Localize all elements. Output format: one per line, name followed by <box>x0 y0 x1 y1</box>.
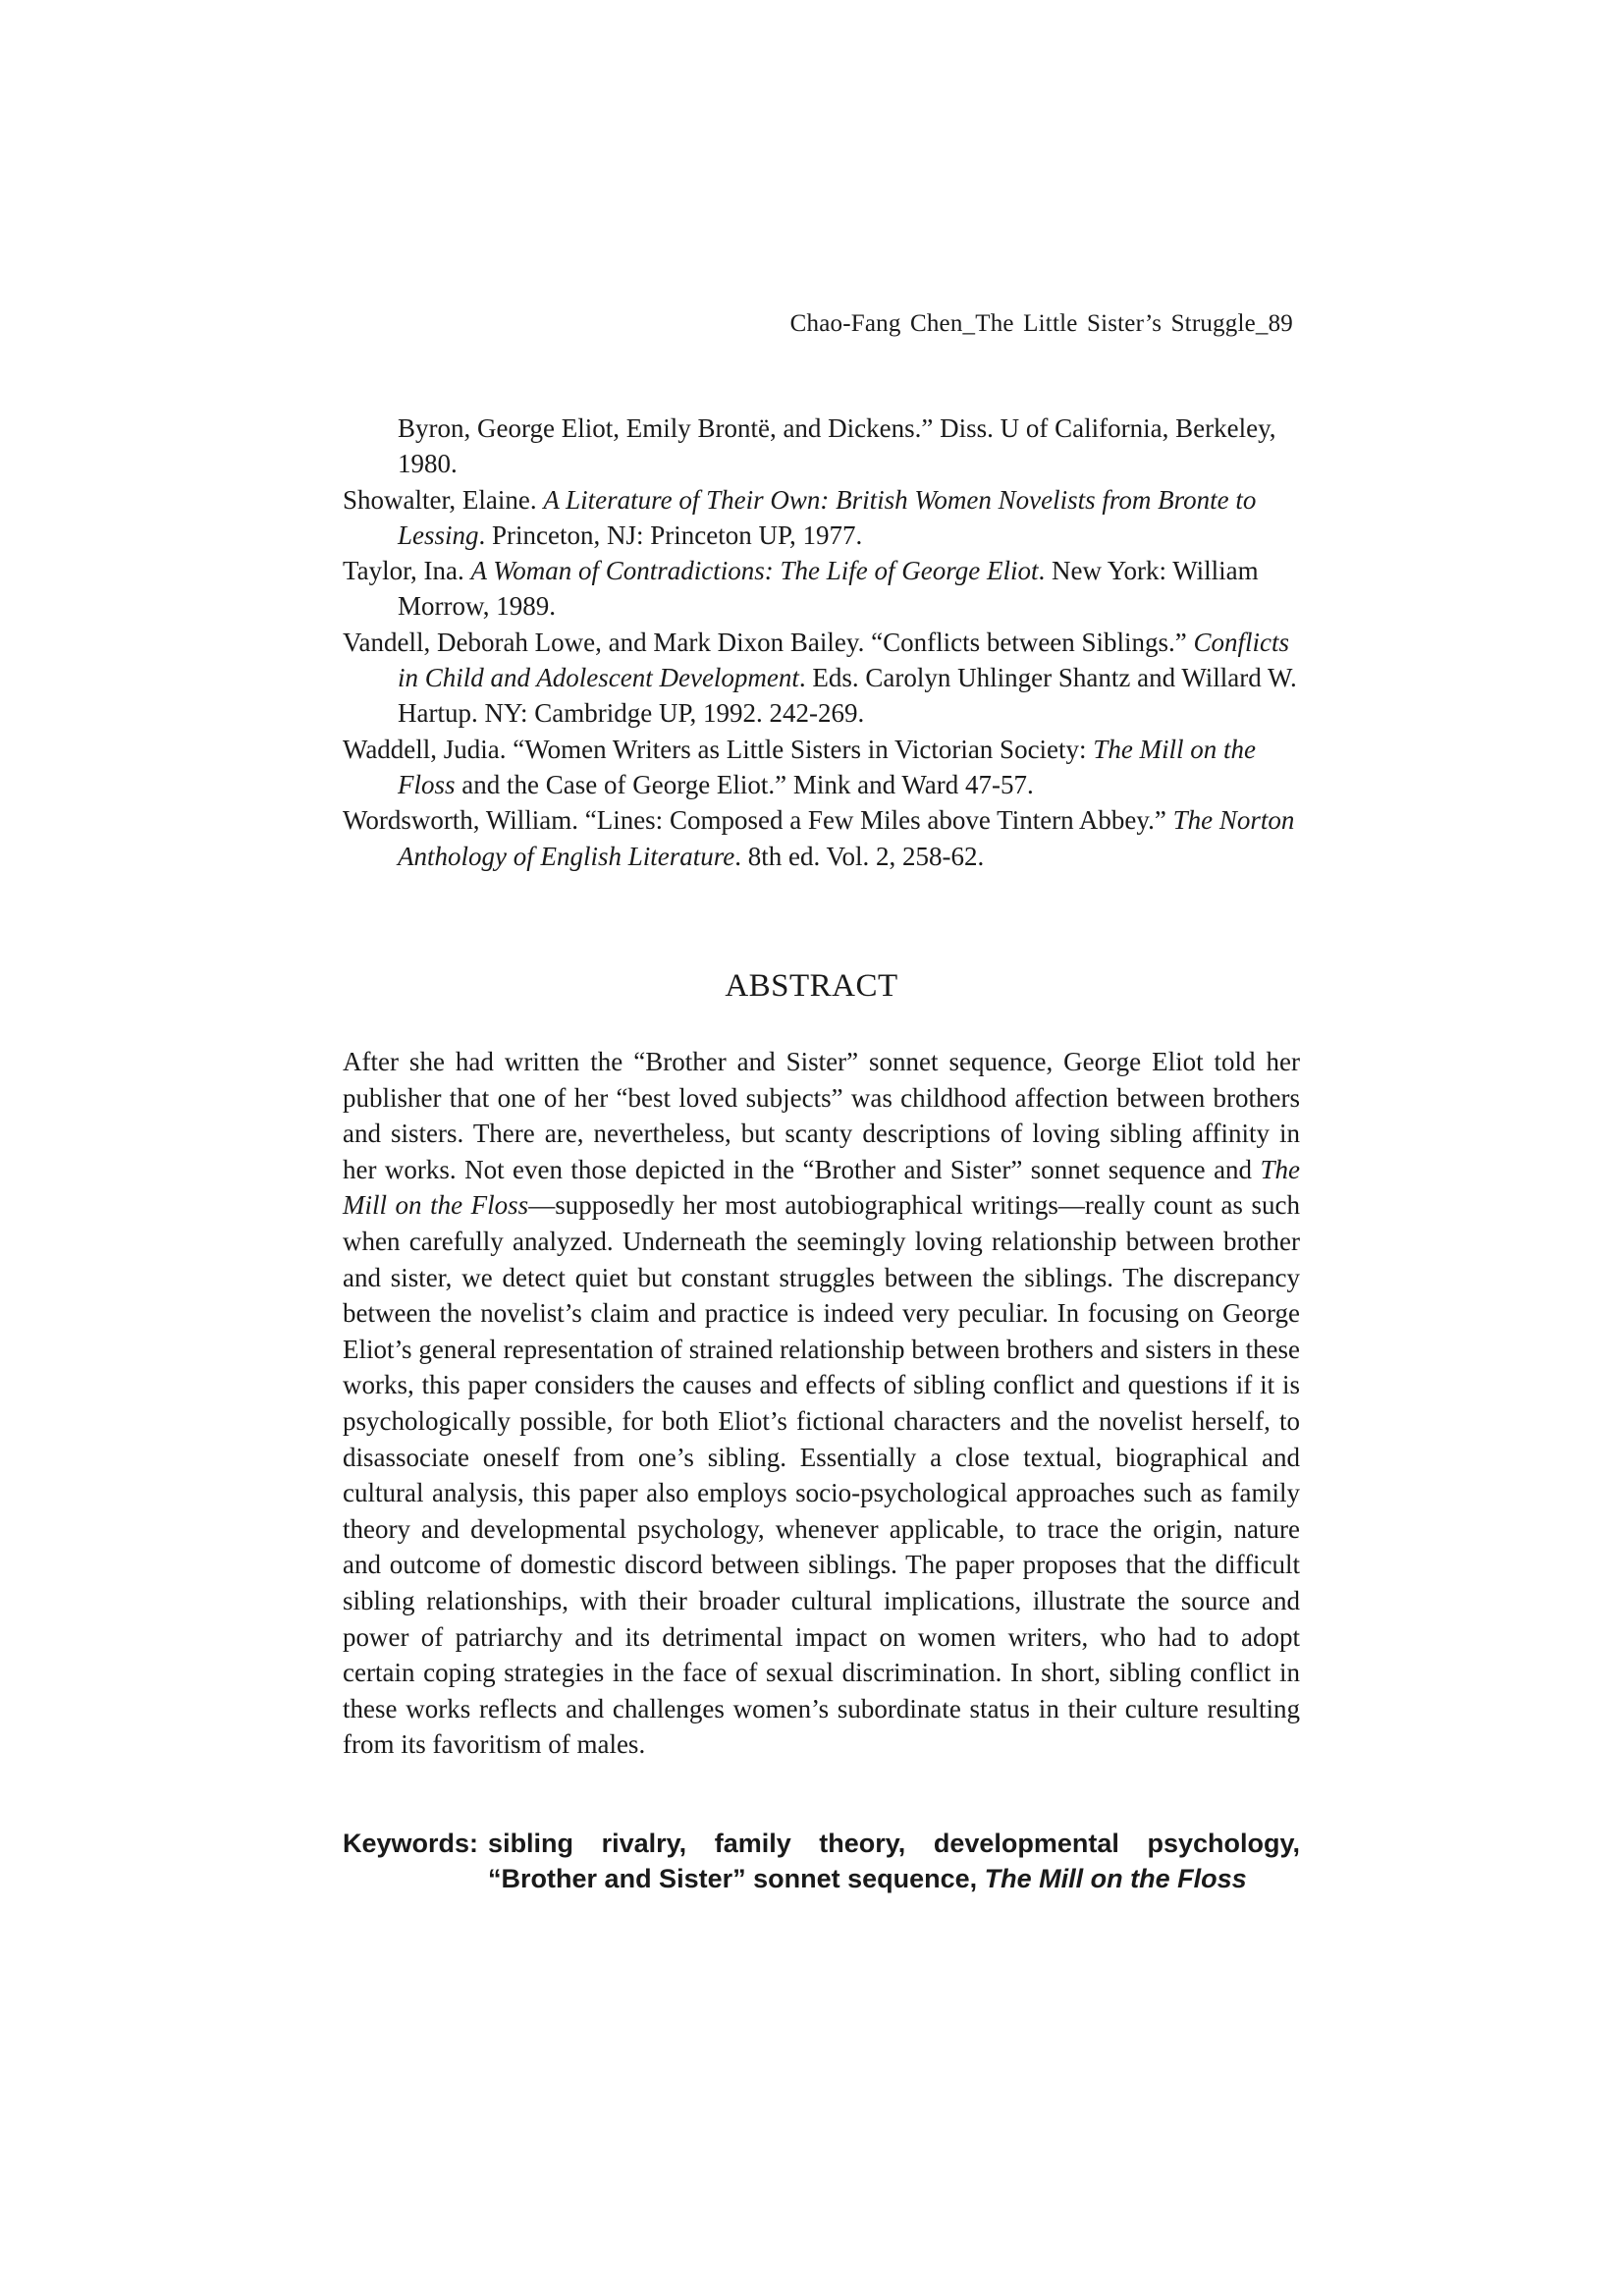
reference-title: A Literature of Their Own: British Women Novelists from Bronte to Lessing <box>398 484 1257 550</box>
keywords-line-2-title: The Mill on the Floss <box>984 1864 1247 1893</box>
reference-entry <box>343 410 1300 482</box>
reference-text: . Princeton, NJ: Princeton UP, 1977. <box>478 519 863 550</box>
keywords-line-2 <box>488 1861 1300 1896</box>
reference-entry <box>343 802 1300 874</box>
reference-entry <box>343 482 1300 554</box>
keywords-label: Keywords: <box>343 1829 479 1858</box>
reference-text: and the Case of George Eliot.” Mink and Ward 47-57. <box>455 769 1034 799</box>
reference-text: Byron, George Eliot, Emily Brontë, and Dickens.” Diss. U of California, Berkeley, 1980. <box>398 413 1276 479</box>
reference-entry <box>343 625 1300 732</box>
running-header: Chao-Fang Chen_The Little Sister’s Struggle_89 <box>789 310 1293 337</box>
reference-text: Showalter, Elaine. <box>343 484 544 515</box>
reference-entry <box>343 553 1300 625</box>
reference-text: . 8th ed. Vol. 2, 258-62. <box>734 841 985 871</box>
reference-text: Waddell, Judia. “Women Writers as Little Sisters in Victorian Society: <box>343 734 1094 764</box>
reference-text: Taylor, Ina. <box>343 556 471 586</box>
keywords-line-1: sibling rivalry, family theory, developmental psychology, <box>488 1829 1300 1858</box>
keywords-list <box>488 1826 1300 1896</box>
reference-title: The Norton Anthology of English Literature <box>398 805 1295 871</box>
abstract-text: After she had written the “Brother and Sister” sonnet sequence, George Eliot told her publisher that one of her “best loved subjects” was childhood affection between brothers and sisters. There are, nevertheless, but scanty descriptions of loving sibling affinity in her works. Not even those depicted in the “Brother and Sister” sonnet sequence and <box>343 1047 1300 1184</box>
reference-title: The Mill on the Floss <box>398 734 1257 799</box>
reference-text: . New York: William Morrow, 1989. <box>398 556 1259 622</box>
reference-text: . Eds. Carolyn Uhlinger Shantz and Willard W. Hartup. NY: Cambridge UP, 1992. 242-269. <box>398 663 1297 729</box>
reference-text: Wordsworth, William. “Lines: Composed a Few Miles above Tintern Abbey.” <box>343 805 1173 836</box>
abstract-title: ABSTRACT <box>725 968 898 1004</box>
references-list <box>343 410 1300 874</box>
reference-title: Conflicts in Child and Adolescent Development <box>398 627 1290 693</box>
reference-title: A Woman of Contradictions: The Life of George Eliot <box>470 556 1039 586</box>
abstract-text: —supposedly her most autobiographical writings—really count as such when carefully analyzed. Underneath the seemingly loving relationship between brother and sister, we detect quiet but constant struggles between the siblings. The discrepancy between the novelist’s claim and practice is indeed very peculiar. In focusing on George Eliot’s general representation of strained relationship between brothers and sisters in these works, this paper considers the causes and effects of sibling conflict and questions if it is psychologically possible, for both Eliot’s fictional characters and the novelist herself, to disassociate oneself from one’s sibling. Essentially a close textual, biographical and cultural analysis, this paper also employs socio-psychological approaches such as family theory and developmental psychology, whenever applicable, to trace the origin, nature and outcome of domestic discord between siblings. The paper proposes that the difficult sibling relationships, with their broader cultural implications, illustrate the source and power of patriarchy and its detrimental impact on women writers, who had to adopt certain coping strategies in the face of sexual discrimination. In short, sibling conflict in these works reflects and challenges women’s subordinate status in their culture resulting from its favoritism of males. <box>343 1190 1300 1760</box>
keywords-line-2-text: “Brother and Sister” sonnet sequence, <box>488 1864 985 1893</box>
reference-entry <box>343 732 1300 803</box>
reference-text: Vandell, Deborah Lowe, and Mark Dixon Bailey. “Conflicts between Siblings.” <box>343 627 1194 657</box>
abstract-work-title: The Mill on the Floss <box>343 1154 1300 1221</box>
abstract-body <box>343 1044 1300 1763</box>
keywords-section <box>343 1826 1300 1896</box>
